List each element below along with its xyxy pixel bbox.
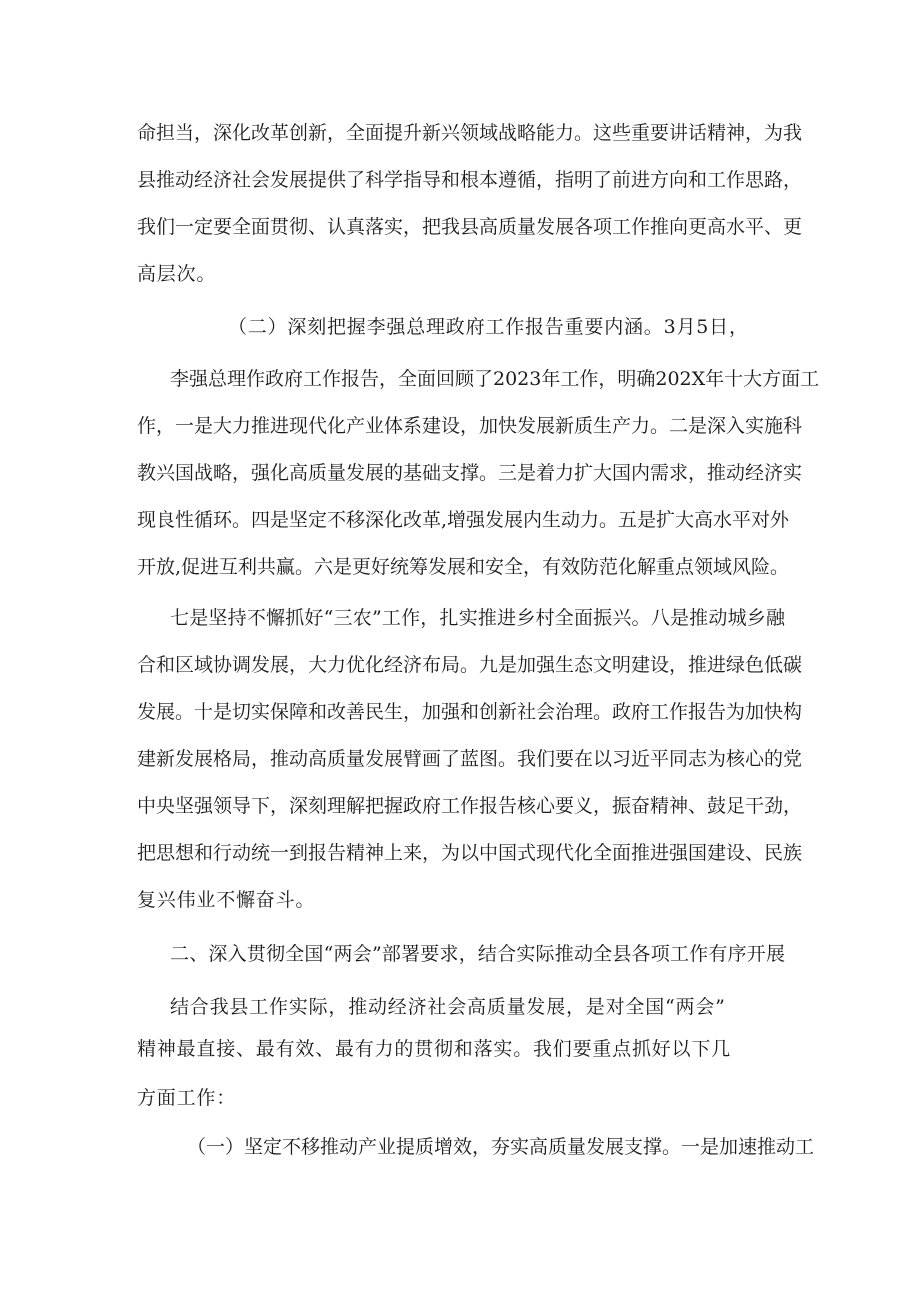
text-line: 教兴国战略，强化高质量发展的基础支撑。三是着力扩大国内需求，推动经济实 — [137, 462, 803, 484]
text-line: 我们一定要全面贯彻、认真落实，把我县高质量发展各项工作推向更高水平、更 — [137, 216, 803, 238]
text-line: 开放,促进互利共赢。六是更好统筹发展和安全，有效防范化解重点领域风险。 — [137, 556, 790, 578]
text-line: 精神最直接、最有效、最有力的贯彻和落实。我们要重点抓好以下几 — [137, 1038, 732, 1060]
text-line: 建新发展格局，推动高质量发展臂画了蓝图。我们要在以习近平同志为核心的党 — [137, 748, 803, 770]
section-heading: 二、深入贯彻全国“两会”部署要求，结合实际推动全县各项工作有序开展 — [170, 943, 785, 965]
text-line: 发展。十是切实保障和改善民生，加强和创新社会治理。政府工作报告为加快构 — [137, 701, 803, 723]
text-line: （一）坚定不移推动产业提质增效，夯实高质量发展支撑。一是加速推动工 — [187, 1136, 815, 1158]
text-line: 现良性循环。四是坚定不移深化改革,增强发展内生动力。五是扩大高水平对外 — [137, 509, 790, 531]
text-line: 把思想和行动统一到报告精神上来，为以中国式现代化全面推进强国建设、民族 — [137, 842, 803, 864]
text-line: 合和区域协调发展，大力优化经济布局。九是加强生态文明建设，推进绿色低碳 — [137, 654, 803, 676]
text-line: 李强总理作政府工作报告，全面回顾了2023年工作，明确202X年十大方面工 — [170, 368, 820, 390]
text-line: 中央坚强领导下，深刻理解把握政府工作报告核心要义，振奋精神、鼓足干劲， — [137, 795, 803, 817]
text-line: 高层次。 — [137, 263, 217, 285]
text-line: 结合我县工作实际，推动经济社会高质量发展，是对全国“两会” — [170, 996, 726, 1018]
section-heading: （二）深刻把握李强总理政府工作报告重要内涵。3月5日， — [228, 316, 749, 338]
text-line: 七是坚持不懈抓好“三农”工作，扎实推进乡村全面振兴。八是推动城乡融 — [170, 607, 785, 629]
text-line: 命担当，深化改革创新，全面提升新兴领域战略能力。这些重要讲话精神，为我 — [137, 122, 803, 144]
text-line: 方面工作： — [137, 1087, 237, 1109]
text-line: 作，一是大力推进现代化产业体系建设，加快发展新质生产力。二是深入实施科 — [137, 415, 803, 437]
text-line: 县推动经济社会发展提供了科学指导和根本遵循，指明了前进方向和工作思路， — [137, 169, 803, 191]
text-line: 复兴伟业不懈奋斗。 — [137, 889, 316, 911]
